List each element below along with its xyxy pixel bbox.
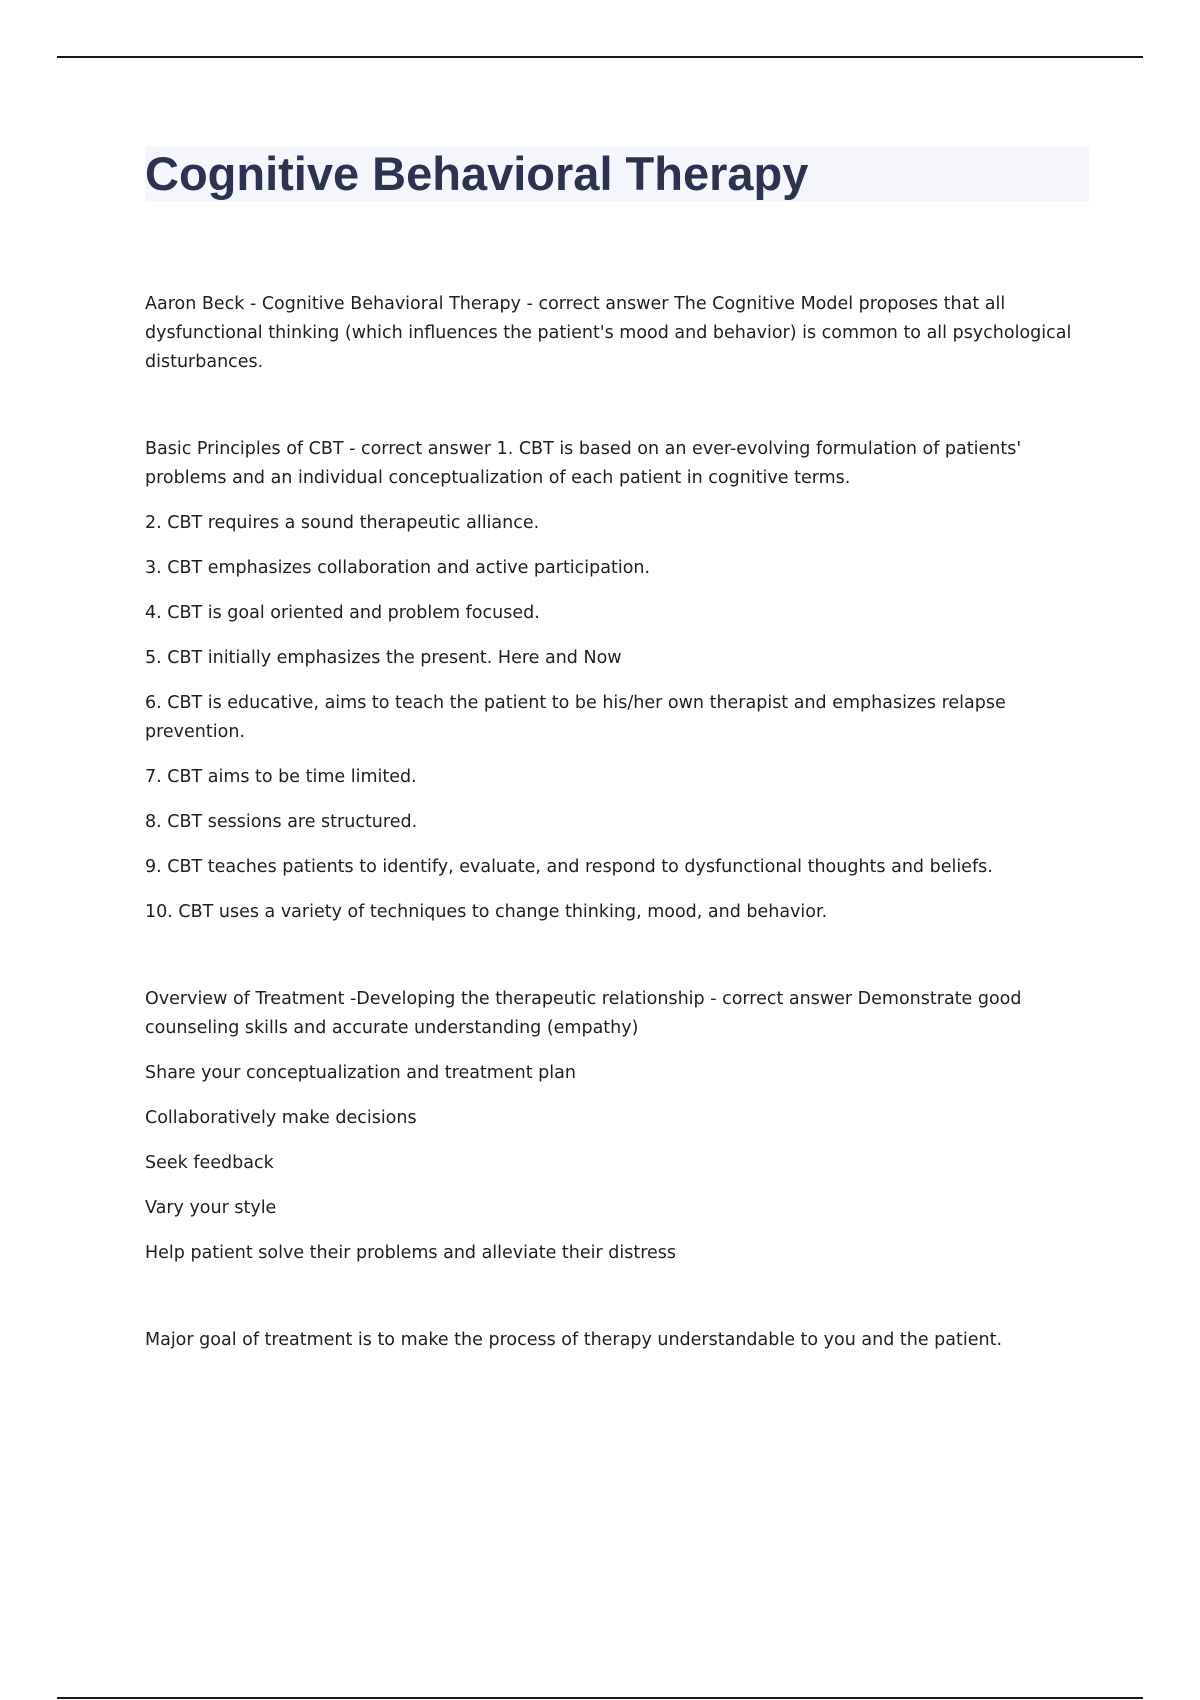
list-item-help-patient: Help patient solve their problems and alleviate their distress — [145, 1243, 677, 1263]
list-item-principle-3: 3. CBT emphasizes collaboration and active participation. — [145, 558, 651, 578]
list-item-principle-4: 4. CBT is goal oriented and problem focused. — [145, 603, 540, 623]
list-item-principle-5: 5. CBT initially emphasizes the present. Here and Now — [145, 648, 622, 668]
document-title: Cognitive Behavioral Therapy — [145, 147, 809, 200]
list-item-collaboratively-decide: Collaboratively make decisions — [145, 1108, 417, 1128]
document-body — [145, 290, 1075, 1355]
paragraph-overview-of-treatment: Overview of Treatment -Developing the therapeutic relationship - correct answer Demonstrate good counseling skills and accurate understanding (empathy) — [145, 989, 1022, 1038]
list-item-principle-10: 10. CBT uses a variety of techniques to change thinking, mood, and behavior. — [145, 902, 828, 922]
list-item-principle-2: 2. CBT requires a sound therapeutic alliance. — [145, 513, 540, 533]
list-item-vary-style: Vary your style — [145, 1198, 277, 1218]
list-item-share-conceptualization: Share your conceptualization and treatment plan — [145, 1063, 576, 1083]
header-rule — [57, 56, 1143, 58]
paragraph-aaron-beck: Aaron Beck - Cognitive Behavioral Therapy - correct answer The Cognitive Model proposes that all dysfunctional thinking (which influences the patient's mood and behavior) is common to all psychological disturbances. — [145, 294, 1072, 372]
list-item-seek-feedback: Seek feedback — [145, 1153, 274, 1173]
list-item-principle-6: 6. CBT is educative, aims to teach the patient to be his/her own therapist and emphasizes relapse prevention. — [145, 693, 1006, 742]
footer-rule — [57, 1697, 1143, 1699]
list-item-principle-9: 9. CBT teaches patients to identify, evaluate, and respond to dysfunctional thoughts and beliefs. — [145, 857, 993, 877]
list-item-principle-7: 7. CBT aims to be time limited. — [145, 767, 417, 787]
paragraph-basic-principles: Basic Principles of CBT - correct answer 1. CBT is based on an ever-evolving formulation of patients' problems and an individual conceptualization of each patient in cognitive terms. — [145, 439, 1022, 488]
paragraph-major-goal: Major goal of treatment is to make the process of therapy understandable to you and the patient. — [145, 1330, 1003, 1350]
list-item-principle-8: 8. CBT sessions are structured. — [145, 812, 418, 832]
